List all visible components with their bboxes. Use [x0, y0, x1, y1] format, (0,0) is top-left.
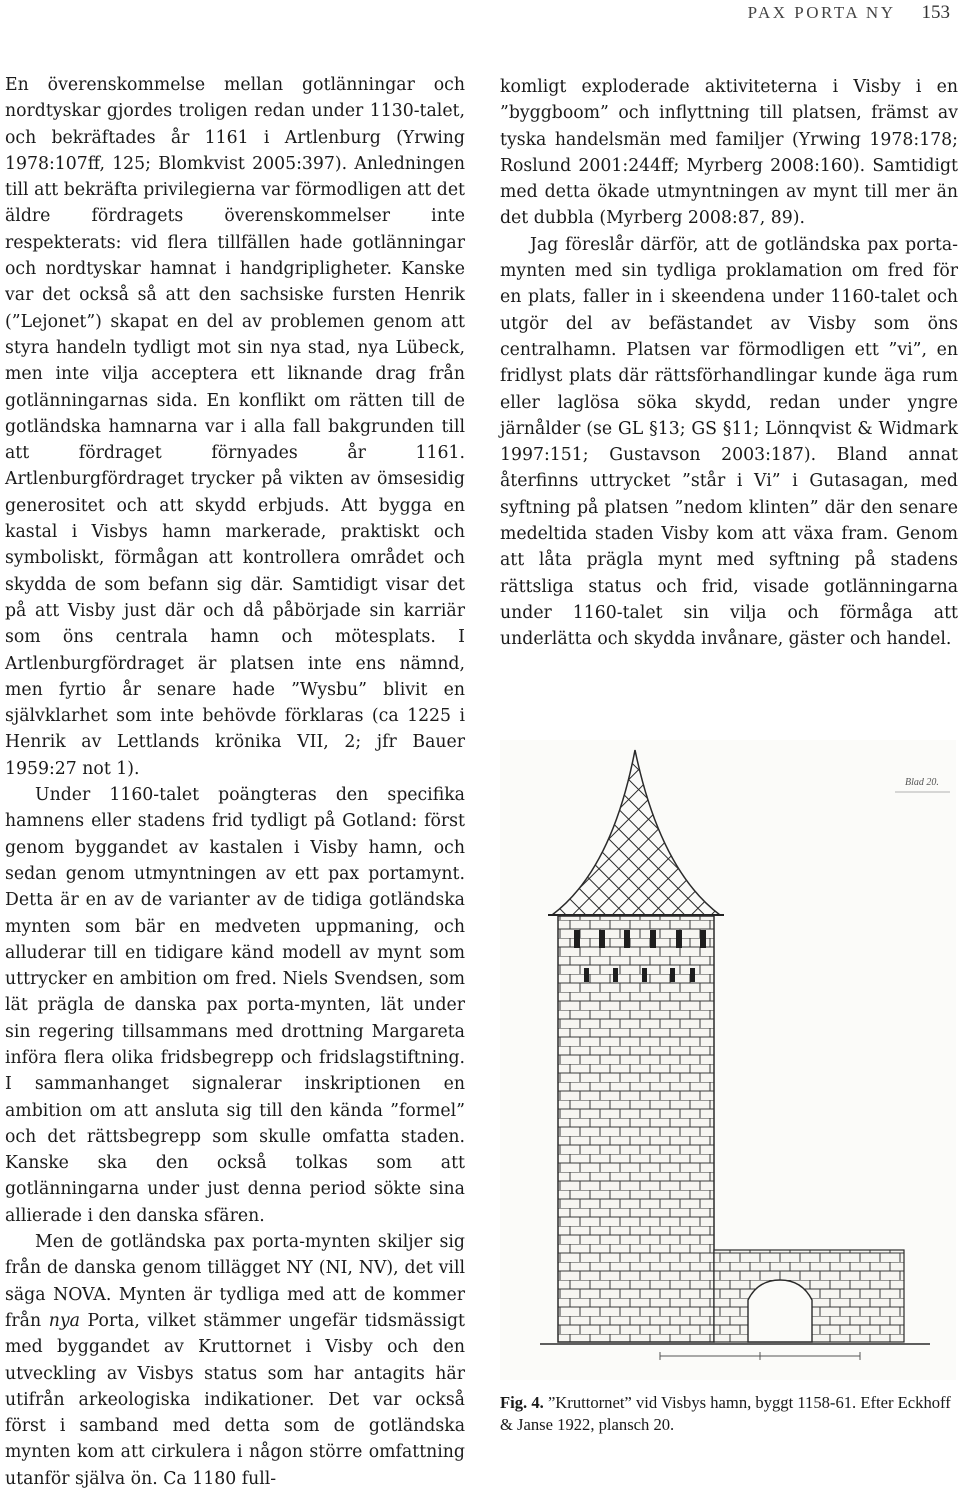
paragraph [5, 1229, 465, 1492]
paragraph: En överenskommelse mellan gotlänningar och nordtyskar gjordes troligen redan under 1130-talet, och bekräftades år 1161 i Artlenburg (Yrwing 1978:107ff, 125; Blomkvist 2005:397). Anledningen till att bekräfta privilegierna var förmodligen att det äldre fördragets överenskommelser inte respekterats: vid flera tillfällen hade gotlänningar och nordtyskar hamnat i handgripligheter. Kanske var det också så att den sachsiske fursten Henrik (”Lejonet”) skapat en del av problemen genom att styra handeln tydligt mot sin nya stad, nya Lübeck, men inte vilja acceptera ett liknande drag från gotlänningarnas sida. En konflikt om rätten till de gotländska hamnarna var i alla fall bakgrunden till att fördraget förnyades år 1161. Artlenburgfördraget trycker på vikten av ömsesidig generositet och att skydd erbjuds. Att bygga en kastal i Visbys hamn markerade, praktiskt och symboliskt, förmågan att kontrollera området och skydda de som befann sig där. Samtidigt visar det på att Visby just där och då påbörjade sin karriär som öns centrala hamn och mötesplats. I Artlenburgfördraget är platsen inte ens nämnd, men fyrtio år senare hade ”Wysbu” blivit en självklarhet som inte behövde förklaras (ca 1225 i Henrik av Lettlands krönika VII, 2; jfr Bauer 1959:27 not 1). [5, 75, 465, 779]
running-title: PAX PORTA NY [747, 3, 896, 22]
tower-drawing [500, 740, 956, 1380]
paragraph: Under 1160-talet poängteras den specifika hamnens eller stadens frid tydligt på Gotland: först genom byggandet av kastalen i Visby hamn, och sedan genom utmyntningen av ett pax portamynt. Detta är en av de varianter av de tidiga gotländska mynten som bär en medveten uppmaning, och alluderar till en tidigare känd modell av mynt som uttrycker en ambition om fred. Niels Svendsen, som lät prägla de danska pax porta-mynten, lät under sin regering tillsammans med drottning Margareta införa flera olika fridsbegrepp och fridslagstiftning. I sammanhanget signalerar inskriptionen en ambition om att ansluta sig till den kända ”formel” och det rättsbegrepp som skulle omfatta staden. Kanske ska den också tolkas som att gotlänningarna under just denna period sökte sina allierade i den danska sfären. [5, 785, 465, 1226]
paragraph: Jag föreslår därför, att de gotländska pax porta-mynten med sin tydliga proklamation om fred för en plats, faller in i skeendena under 1160-talet och utgör del av befästandet av Visby som öns centralhamn. Platsen var förmodligen ett ”vi”, en fridlyst plats där rättsförhandlingar kunde äga rum eller laglösa söka skydd, redan under yngre järnålder (se GL §13; GS §11; Lönnqvist & Widmark 1997:151; Gustavson 2003:187). Bland annat återfinns uttrycket ”står i Vi” i Gutasagan, med syftning på platsen ”nedom klinten” där den senare medeltida staden Visby kom att växa fram. Genom att låta prägla mynt med syftning på stadens rättsliga status och frid, visade gotlänningarna under 1160-talet sin vilja och förmåga att underlätta och skydda invånare, gäster och handel. [500, 234, 958, 650]
right-column [500, 74, 958, 653]
arched-doorway [748, 1280, 812, 1342]
sheet-label: Blad 20. [905, 777, 939, 788]
figure-caption [500, 1392, 958, 1436]
running-head [748, 2, 950, 24]
paragraph: komligt exploderade aktiviteterna i Visby i en ”byggboom” och inflyttning till platsen, främst av tyska handelsmän med familjer (Yrwing 1978:178; Roslund 2001:244ff; Myrberg 2008:160). Samtidigt med detta ökade utmyntningen av mynt till mer än det dubbla (Myrberg 2008:87, 89). [500, 77, 958, 229]
italic-word: nya [48, 1310, 80, 1331]
paragraph-text: Porta, vilket stämmer ungefär tidsmässigt med byggandet av Kruttornet i Visby och den utveckling av Visbys status som har antagits här utifrån arkeologiska indikationer. Det var också först i samband med detta som de gotländska mynten kom att cirkulera i någon större omfattning utanför själva ön. Ca 1180 full- [5, 1310, 465, 1489]
caption-text: ”Kruttornet” vid Visbys hamn, byggt 1158-61. Efter Eckhoff & Janse 1922, plansch 20. [500, 1393, 951, 1434]
caption-label: Fig. 4. [500, 1393, 544, 1412]
left-column [5, 72, 465, 1492]
paragraph-text: Men de gotländska pax porta-mynten skiljer sig från de danska genom tillägget NY (NI, NV), det vill säga NOVA. Mynten är tydliga med att de kommer från [5, 1232, 465, 1331]
tower-figure [500, 740, 956, 1380]
page-number: 153 [921, 2, 950, 23]
